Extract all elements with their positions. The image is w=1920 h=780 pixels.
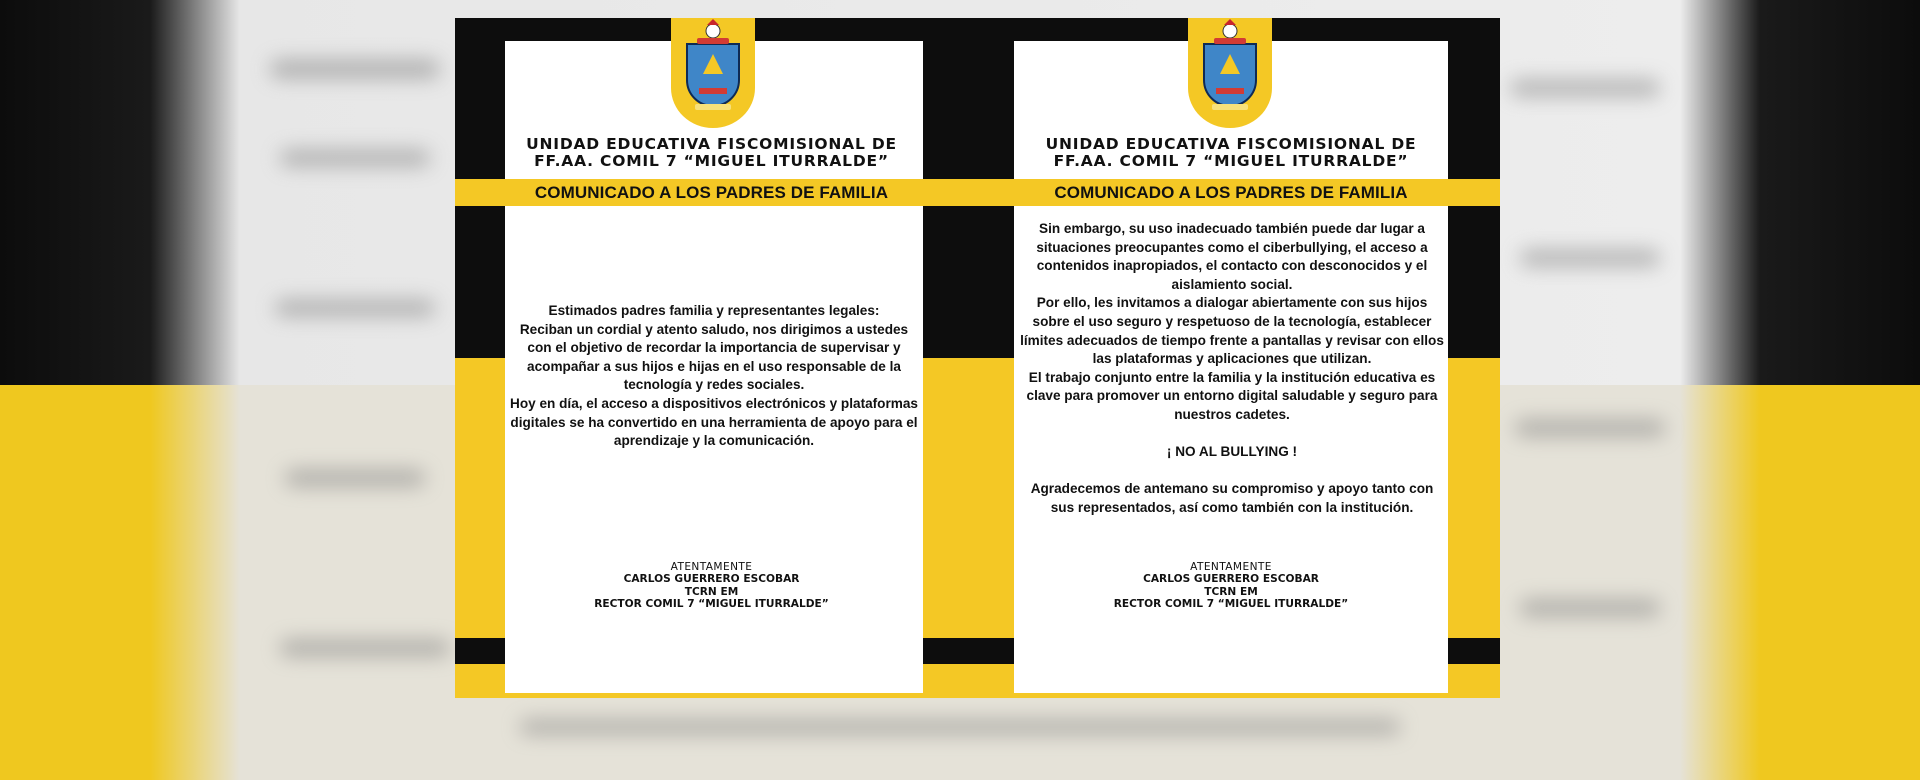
- school-name-line: FF.AA. COMIL 7 “MIGUEL ITURRALDE”: [1053, 152, 1409, 170]
- blurred-text-fragment: [275, 300, 435, 316]
- communique-title: COMUNICADO A LOS PADRES DE FAMILIA: [534, 182, 889, 202]
- blurred-text-fragment: [285, 470, 425, 486]
- no-bullying-slogan: ¡ NO AL BULLYING !: [1166, 444, 1298, 460]
- school-crest-icon: [1188, 18, 1272, 128]
- blurred-text-fragment: [520, 720, 1400, 734]
- body-paragraph: Sin embargo, su uso inadecuado también puede dar lugar a situaciones preocupantes como el ciberbullying, el acceso a contenidos inapropiados, el contacto con desconocidos y el aislamiento social.: [1036, 221, 1428, 292]
- flyer-page-2: [962, 18, 1500, 698]
- blurred-text-fragment: [280, 640, 450, 656]
- school-crest-icon: [671, 18, 755, 128]
- body-paragraph: Estimados padres familia y representantes legales:: [548, 303, 880, 318]
- signature-name: CARLOS GUERRERO ESCOBAR: [623, 573, 800, 586]
- blurred-text-fragment: [280, 150, 430, 166]
- school-name-line: UNIDAD EDUCATIVA FISCOMISIONAL DE: [526, 135, 897, 153]
- blurred-text-fragment: [1515, 420, 1665, 436]
- body-paragraph: El trabajo conjunto entre la familia y la institución educativa es clave para promover un entorno digital saludable y seguro para nuestros cadetes.: [1026, 369, 1438, 422]
- signature-name: CARLOS GUERRERO ESCOBAR: [1143, 573, 1319, 586]
- communique-title: COMUNICADO A LOS PADRES DE FAMILIA: [1054, 182, 1408, 202]
- body-paragraph: Por ello, les invitamos a dialogar abiertamente con sus hijos sobre el uso seguro y respetuoso de la tecnología, establecer límites adecuados de tiempo frente a pantallas y revisar con ellos las plataformas y aplicaciones que utilizan.: [1020, 295, 1444, 367]
- communique-title-bar: [962, 179, 1500, 206]
- blurred-text-fragment: [270, 60, 440, 78]
- signature-closing: ATENTAMENTE: [670, 561, 753, 573]
- signature-block: [962, 561, 1500, 611]
- signature-role: RECTOR COMIL 7 “MIGUEL ITURRALDE”: [1113, 598, 1349, 611]
- communique-body: [510, 302, 918, 451]
- flyer-page-1: [455, 18, 968, 698]
- signature-block: [455, 561, 968, 611]
- school-name: [455, 136, 968, 170]
- blurred-text-fragment: [1520, 250, 1660, 266]
- body-paragraph: Agradecemos de antemano su compromiso y apoyo tanto con sus representados, así como también con la institución.: [1030, 481, 1434, 515]
- paragraph-gap: [1020, 462, 1444, 481]
- signature-closing: ATENTAMENTE: [1190, 561, 1272, 573]
- school-name-line: UNIDAD EDUCATIVA FISCOMISIONAL DE: [1045, 135, 1417, 153]
- body-paragraph: Reciban un cordial y atento saludo, nos dirigimos a ustedes con el objetivo de recordar la importancia de supervisar y acompañar a sus hijos e hijas en el uso responsable de la tecnología y redes sociales.: [519, 321, 909, 393]
- communique-body: [1020, 220, 1444, 518]
- school-name: [962, 136, 1500, 170]
- signature-rank: TCRN EM: [684, 585, 739, 598]
- body-paragraph: Hoy en día, el acceso a dispositivos electrónicos y plataformas digitales se ha convertido en una herramienta de apoyo para el aprendizaje y la comunicación.: [510, 395, 918, 449]
- signature-rank: TCRN EM: [1204, 585, 1258, 598]
- school-name-line: FF.AA. COMIL 7 “MIGUEL ITURRALDE”: [534, 152, 889, 170]
- paragraph-gap: [1020, 425, 1444, 444]
- signature-role: RECTOR COMIL 7 “MIGUEL ITURRALDE”: [594, 598, 829, 611]
- blurred-text-fragment: [1520, 600, 1660, 616]
- communique-title-bar: [455, 179, 968, 206]
- blurred-text-fragment: [1510, 80, 1660, 96]
